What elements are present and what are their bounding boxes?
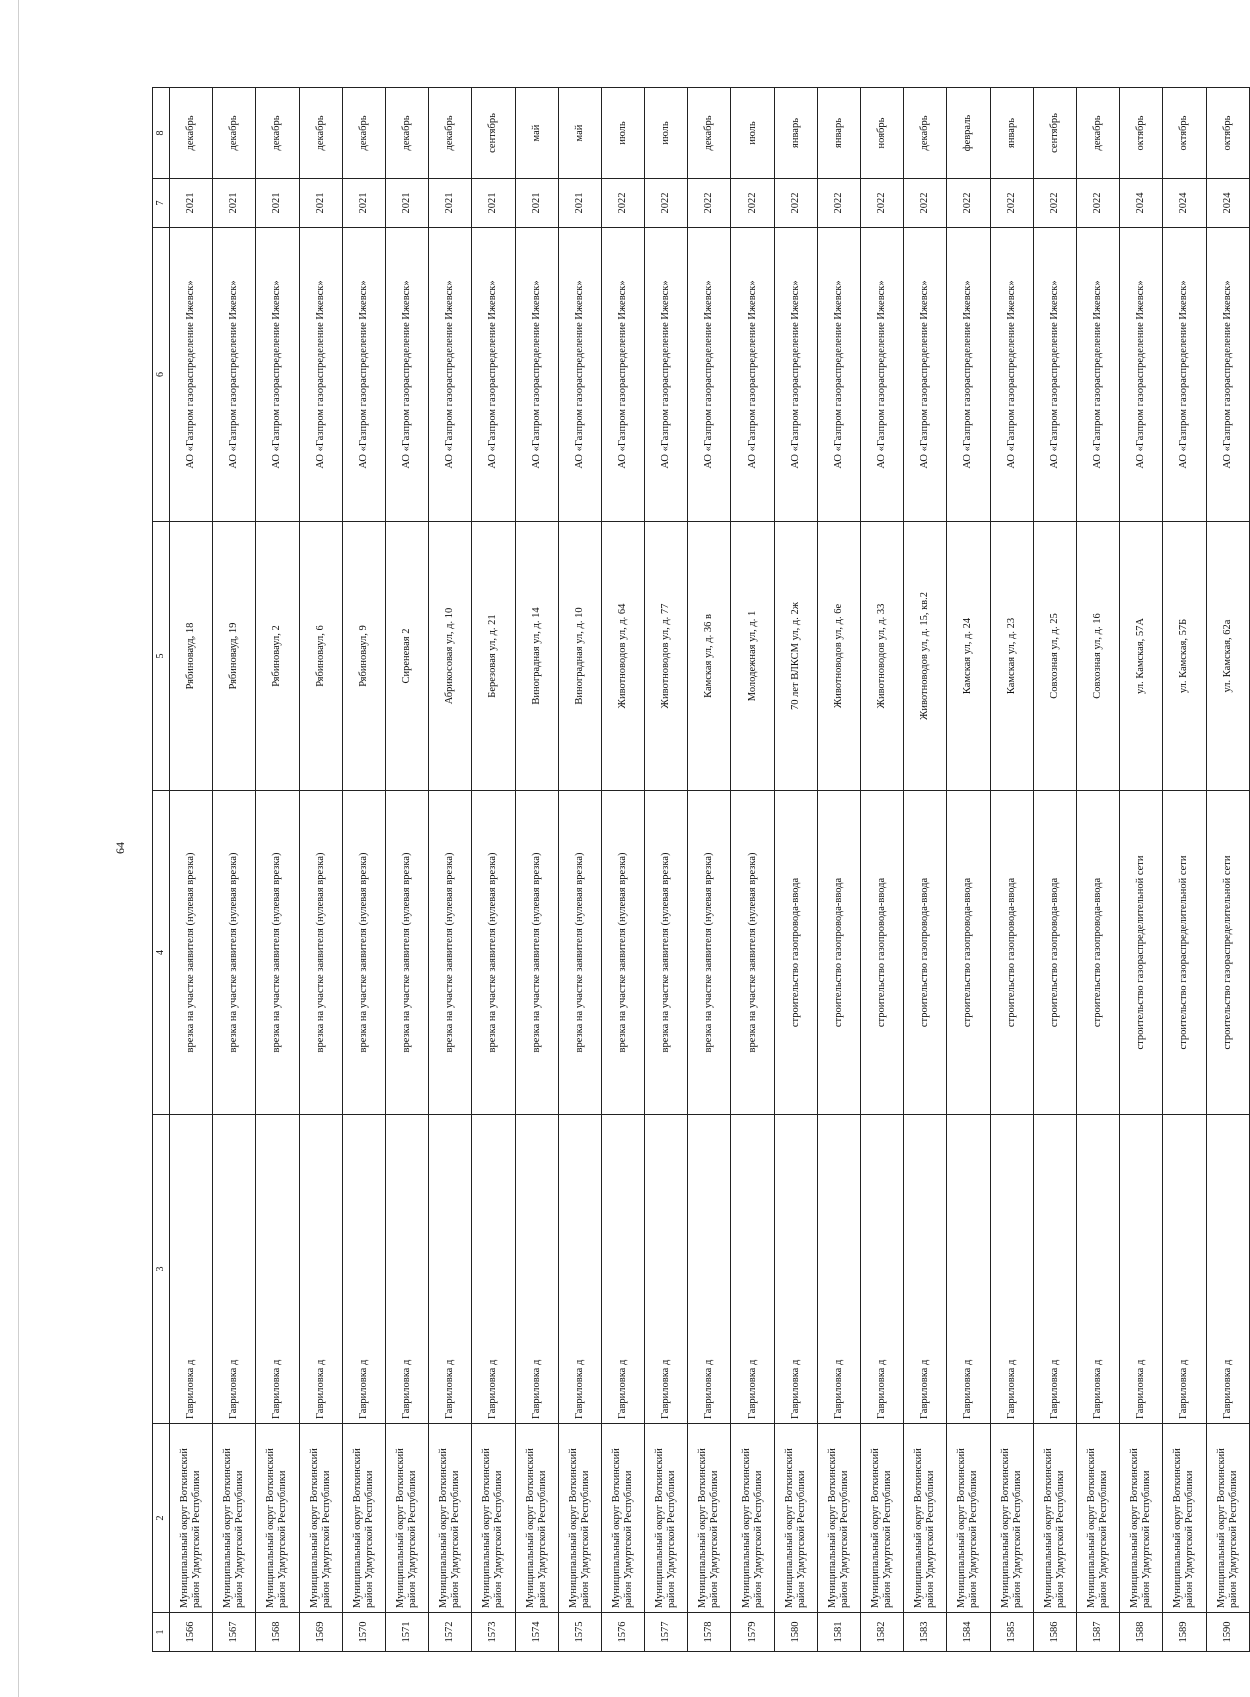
page-edge-line	[18, 0, 19, 1697]
table-row	[904, 88, 947, 1652]
locality-cell: Гавриловка д	[385, 1115, 428, 1424]
table-row	[861, 88, 904, 1652]
organization-cell: АО «Газпром газораспределение Ижевск»	[213, 228, 256, 522]
organization-cell: АО «Газпром газораспределение Ижевск»	[645, 228, 688, 522]
month-cell: май	[558, 88, 601, 179]
row-number: 1582	[861, 1613, 904, 1652]
year-cell: 2022	[601, 179, 644, 228]
year-cell: 2024	[1120, 179, 1163, 228]
table-row	[558, 88, 601, 1652]
row-number: 1574	[515, 1613, 558, 1652]
column-header: 2	[153, 1424, 170, 1613]
work-type-cell: строительство газопровода-ввода	[774, 791, 817, 1115]
district-cell: Муниципальный округ Воткинский район Удмуртской Республики	[1076, 1424, 1119, 1613]
year-cell: 2024	[1163, 179, 1206, 228]
address-cell: ул. Камская, 62а	[1206, 522, 1250, 791]
district-cell: Муниципальный округ Воткинский район Удмуртской Республики	[1163, 1424, 1206, 1613]
organization-cell: АО «Газпром газораспределение Ижевск»	[558, 228, 601, 522]
year-cell: 2021	[213, 179, 256, 228]
year-cell: 2021	[429, 179, 472, 228]
address-cell: Совхозная ул, д. 25	[1033, 522, 1076, 791]
month-cell: октябрь	[1163, 88, 1206, 179]
year-cell: 2022	[947, 179, 990, 228]
district-cell: Муниципальный округ Воткинский район Удмуртской Республики	[1120, 1424, 1163, 1613]
year-cell: 2022	[645, 179, 688, 228]
year-cell: 2021	[385, 179, 428, 228]
address-cell: Рябиновауд, 18	[170, 522, 213, 791]
district-cell: Муниципальный округ Воткинский район Удмуртской Республики	[472, 1424, 515, 1613]
organization-cell: АО «Газпром газораспределение Ижевск»	[774, 228, 817, 522]
row-number: 1590	[1206, 1613, 1250, 1652]
address-cell: Животноводов ул, д. 33	[861, 522, 904, 791]
locality-cell: Гавриловка д	[1206, 1115, 1250, 1424]
row-number: 1583	[904, 1613, 947, 1652]
table-row	[990, 88, 1033, 1652]
organization-cell: АО «Газпром газораспределение Ижевск»	[515, 228, 558, 522]
table-row	[601, 88, 644, 1652]
district-cell: Муниципальный округ Воткинский район Удмуртской Республики	[645, 1424, 688, 1613]
year-cell: 2022	[861, 179, 904, 228]
address-cell: Молодежная ул, д. 1	[731, 522, 774, 791]
locality-cell: Гавриловка д	[515, 1115, 558, 1424]
organization-cell: АО «Газпром газораспределение Ижевск»	[990, 228, 1033, 522]
locality-cell: Гавриловка д	[1033, 1115, 1076, 1424]
work-type-cell: строительство газопровода-ввода	[904, 791, 947, 1115]
work-type-cell: врезка на участке заявителя (нулевая врезка)	[299, 791, 342, 1115]
row-number: 1571	[385, 1613, 428, 1652]
month-cell: ноябрь	[861, 88, 904, 179]
year-cell: 2021	[515, 179, 558, 228]
district-cell: Муниципальный округ Воткинский район Удмуртской Республики	[731, 1424, 774, 1613]
work-type-cell: строительство газораспределительной сети	[1206, 791, 1250, 1115]
column-header: 5	[153, 522, 170, 791]
district-cell: Муниципальный округ Воткинский район Удмуртской Республики	[256, 1424, 299, 1613]
row-number: 1570	[342, 1613, 385, 1652]
month-cell: июль	[601, 88, 644, 179]
row-number: 1577	[645, 1613, 688, 1652]
work-type-cell: врезка на участке заявителя (нулевая врезка)	[688, 791, 731, 1115]
locality-cell: Гавриловка д	[1163, 1115, 1206, 1424]
locality-cell: Гавриловка д	[1076, 1115, 1119, 1424]
work-type-cell: строительство газопровода-ввода	[817, 791, 860, 1115]
row-number: 1575	[558, 1613, 601, 1652]
column-header: 4	[153, 791, 170, 1115]
district-cell: Муниципальный округ Воткинский район Удмуртской Республики	[299, 1424, 342, 1613]
organization-cell: АО «Газпром газораспределение Ижевск»	[731, 228, 774, 522]
column-number-header	[153, 88, 170, 1652]
month-cell: январь	[990, 88, 1033, 179]
year-cell: 2022	[1033, 179, 1076, 228]
row-number: 1586	[1033, 1613, 1076, 1652]
district-cell: Муниципальный округ Воткинский район Удмуртской Республики	[429, 1424, 472, 1613]
work-type-cell: строительство газопровода-ввода	[990, 791, 1033, 1115]
district-cell: Муниципальный округ Воткинский район Удмуртской Республики	[1033, 1424, 1076, 1613]
address-cell: Совхозная ул, д. 16	[1076, 522, 1119, 791]
row-number: 1584	[947, 1613, 990, 1652]
organization-cell: АО «Газпром газораспределение Ижевск»	[1033, 228, 1076, 522]
district-cell: Муниципальный округ Воткинский район Удмуртской Республики	[1206, 1424, 1250, 1613]
row-number: 1569	[299, 1613, 342, 1652]
address-cell: Животноводов ул, д. 77	[645, 522, 688, 791]
month-cell: октябрь	[1120, 88, 1163, 179]
address-cell: Виноградная ул, д. 14	[515, 522, 558, 791]
locality-cell: Гавриловка д	[645, 1115, 688, 1424]
locality-cell: Гавриловка д	[1120, 1115, 1163, 1424]
month-cell: январь	[774, 88, 817, 179]
column-header: 1	[153, 1613, 170, 1652]
row-number: 1567	[213, 1613, 256, 1652]
year-cell: 2021	[472, 179, 515, 228]
row-number: 1576	[601, 1613, 644, 1652]
page-number: 64	[113, 842, 127, 854]
address-cell: Абрикосовая ул, д. 10	[429, 522, 472, 791]
table-row	[515, 88, 558, 1652]
month-cell: декабрь	[1076, 88, 1119, 179]
organization-cell: АО «Газпром газораспределение Ижевск»	[1163, 228, 1206, 522]
row-number: 1566	[170, 1613, 213, 1652]
month-cell: декабрь	[170, 88, 213, 179]
table-row	[1076, 88, 1119, 1652]
gasification-table	[152, 87, 1250, 1652]
month-cell: февраль	[947, 88, 990, 179]
district-cell: Муниципальный округ Воткинский район Удмуртской Республики	[861, 1424, 904, 1613]
month-cell: декабрь	[688, 88, 731, 179]
work-type-cell: врезка на участке заявителя (нулевая врезка)	[256, 791, 299, 1115]
district-cell: Муниципальный округ Воткинский район Удмуртской Республики	[904, 1424, 947, 1613]
month-cell: декабрь	[342, 88, 385, 179]
month-cell: декабрь	[429, 88, 472, 179]
row-number: 1573	[472, 1613, 515, 1652]
work-type-cell: врезка на участке заявителя (нулевая врезка)	[213, 791, 256, 1115]
table-row	[342, 88, 385, 1652]
table-row	[213, 88, 256, 1652]
row-number: 1588	[1120, 1613, 1163, 1652]
year-cell: 2021	[342, 179, 385, 228]
work-type-cell: врезка на участке заявителя (нулевая врезка)	[601, 791, 644, 1115]
table-body	[170, 88, 1250, 1652]
month-cell: июль	[645, 88, 688, 179]
table-row	[817, 88, 860, 1652]
organization-cell: АО «Газпром газораспределение Ижевск»	[861, 228, 904, 522]
district-cell: Муниципальный округ Воткинский район Удмуртской Республики	[601, 1424, 644, 1613]
organization-cell: АО «Газпром газораспределение Ижевск»	[299, 228, 342, 522]
work-type-cell: врезка на участке заявителя (нулевая врезка)	[645, 791, 688, 1115]
locality-cell: Гавриловка д	[774, 1115, 817, 1424]
year-cell: 2021	[170, 179, 213, 228]
row-number: 1587	[1076, 1613, 1119, 1652]
district-cell: Муниципальный округ Воткинский район Удмуртской Республики	[385, 1424, 428, 1613]
year-cell: 2022	[774, 179, 817, 228]
locality-cell: Гавриловка д	[429, 1115, 472, 1424]
month-cell: декабрь	[904, 88, 947, 179]
organization-cell: АО «Газпром газораспределение Ижевск»	[429, 228, 472, 522]
address-cell: 70 лет ВЛКСМ ул, д. 2ж	[774, 522, 817, 791]
table-row	[688, 88, 731, 1652]
month-cell: сентябрь	[472, 88, 515, 179]
locality-cell: Гавриловка д	[904, 1115, 947, 1424]
table-row	[429, 88, 472, 1652]
year-cell: 2022	[990, 179, 1033, 228]
locality-cell: Гавриловка д	[256, 1115, 299, 1424]
work-type-cell: строительство газопровода-ввода	[1033, 791, 1076, 1115]
locality-cell: Гавриловка д	[731, 1115, 774, 1424]
district-cell: Муниципальный округ Воткинский район Удмуртской Республики	[774, 1424, 817, 1613]
organization-cell: АО «Газпром газораспределение Ижевск»	[1120, 228, 1163, 522]
locality-cell: Гавриловка д	[299, 1115, 342, 1424]
work-type-cell: врезка на участке заявителя (нулевая врезка)	[342, 791, 385, 1115]
address-cell: ул. Камская, 57Б	[1163, 522, 1206, 791]
year-cell: 2021	[256, 179, 299, 228]
district-cell: Муниципальный округ Воткинский район Удмуртской Республики	[990, 1424, 1033, 1613]
table-row	[1120, 88, 1163, 1652]
column-header: 7	[153, 179, 170, 228]
locality-cell: Гавриловка д	[558, 1115, 601, 1424]
organization-cell: АО «Газпром газораспределение Ижевск»	[342, 228, 385, 522]
locality-cell: Гавриловка д	[213, 1115, 256, 1424]
month-cell: декабрь	[256, 88, 299, 179]
address-cell: Камская ул, д. 23	[990, 522, 1033, 791]
organization-cell: АО «Газпром газораспределение Ижевск»	[385, 228, 428, 522]
address-cell: Камская ул, д. 36 в	[688, 522, 731, 791]
address-cell: ул. Камская, 57А	[1120, 522, 1163, 791]
row-number: 1578	[688, 1613, 731, 1652]
organization-cell: АО «Газпром газораспределение Ижевск»	[170, 228, 213, 522]
year-cell: 2022	[688, 179, 731, 228]
district-cell: Муниципальный округ Воткинский район Удмуртской Республики	[947, 1424, 990, 1613]
address-cell: Рябиноваул, 2	[256, 522, 299, 791]
address-cell: Животноводов ул, д. 64	[601, 522, 644, 791]
organization-cell: АО «Газпром газораспределение Ижевск»	[472, 228, 515, 522]
table-row	[256, 88, 299, 1652]
table-row	[1033, 88, 1076, 1652]
column-header: 3	[153, 1115, 170, 1424]
district-cell: Муниципальный округ Воткинский район Удмуртской Республики	[515, 1424, 558, 1613]
address-cell: Рябиноваул, 6	[299, 522, 342, 791]
locality-cell: Гавриловка д	[342, 1115, 385, 1424]
year-cell: 2022	[1076, 179, 1119, 228]
row-number: 1581	[817, 1613, 860, 1652]
work-type-cell: строительство газопровода-ввода	[1076, 791, 1119, 1115]
column-header: 8	[153, 88, 170, 179]
table-row	[299, 88, 342, 1652]
year-cell: 2022	[731, 179, 774, 228]
locality-cell: Гавриловка д	[601, 1115, 644, 1424]
year-cell: 2024	[1206, 179, 1250, 228]
table-row	[1206, 88, 1250, 1652]
year-cell: 2022	[817, 179, 860, 228]
row-number: 1589	[1163, 1613, 1206, 1652]
address-cell: Камская ул, д. 24	[947, 522, 990, 791]
organization-cell: АО «Газпром газораспределение Ижевск»	[601, 228, 644, 522]
table-row	[472, 88, 515, 1652]
row-number: 1585	[990, 1613, 1033, 1652]
address-cell: Животноводов ул, д. 15, кв.2	[904, 522, 947, 791]
table-row	[947, 88, 990, 1652]
district-cell: Муниципальный округ Воткинский район Удмуртской Республики	[342, 1424, 385, 1613]
month-cell: декабрь	[299, 88, 342, 179]
work-type-cell: врезка на участке заявителя (нулевая врезка)	[472, 791, 515, 1115]
row-number: 1580	[774, 1613, 817, 1652]
organization-cell: АО «Газпром газораспределение Ижевск»	[1206, 228, 1250, 522]
month-cell: декабрь	[213, 88, 256, 179]
locality-cell: Гавриловка д	[817, 1115, 860, 1424]
organization-cell: АО «Газпром газораспределение Ижевск»	[817, 228, 860, 522]
year-cell: 2021	[558, 179, 601, 228]
organization-cell: АО «Газпром газораспределение Ижевск»	[1076, 228, 1119, 522]
locality-cell: Гавриловка д	[472, 1115, 515, 1424]
month-cell: май	[515, 88, 558, 179]
table-row	[731, 88, 774, 1652]
work-type-cell: строительство газопровода-ввода	[861, 791, 904, 1115]
work-type-cell: врезка на участке заявителя (нулевая врезка)	[558, 791, 601, 1115]
work-type-cell: строительство газораспределительной сети	[1163, 791, 1206, 1115]
row-number: 1572	[429, 1613, 472, 1652]
table-row	[774, 88, 817, 1652]
locality-cell: Гавриловка д	[947, 1115, 990, 1424]
table-row	[645, 88, 688, 1652]
locality-cell: Гавриловка д	[688, 1115, 731, 1424]
work-type-cell: врезка на участке заявителя (нулевая врезка)	[731, 791, 774, 1115]
month-cell: июль	[731, 88, 774, 179]
address-cell: Сиреневая 2	[385, 522, 428, 791]
year-cell: 2022	[904, 179, 947, 228]
organization-cell: АО «Газпром газораспределение Ижевск»	[947, 228, 990, 522]
locality-cell: Гавриловка д	[170, 1115, 213, 1424]
district-cell: Муниципальный округ Воткинский район Удмуртской Республики	[558, 1424, 601, 1613]
document-table-container	[152, 113, 1250, 1652]
district-cell: Муниципальный округ Воткинский район Удмуртской Республики	[213, 1424, 256, 1613]
row-number: 1579	[731, 1613, 774, 1652]
work-type-cell: врезка на участке заявителя (нулевая врезка)	[170, 791, 213, 1115]
organization-cell: АО «Газпром газораспределение Ижевск»	[904, 228, 947, 522]
address-cell: Рябиновауд, 19	[213, 522, 256, 791]
address-cell: Рябиноваул, 9	[342, 522, 385, 791]
address-cell: Животноводов ул, д. 6е	[817, 522, 860, 791]
district-cell: Муниципальный округ Воткинский район Удмуртской Республики	[688, 1424, 731, 1613]
month-cell: январь	[817, 88, 860, 179]
table-row	[1163, 88, 1206, 1652]
district-cell: Муниципальный округ Воткинский район Удмуртской Республики	[817, 1424, 860, 1613]
address-cell: Березовая ул, д. 21	[472, 522, 515, 791]
district-cell: Муниципальный округ Воткинский район Удмуртской Республики	[170, 1424, 213, 1613]
month-cell: сентябрь	[1033, 88, 1076, 179]
table-row	[385, 88, 428, 1652]
work-type-cell: строительство газораспределительной сети	[1120, 791, 1163, 1115]
column-header: 6	[153, 228, 170, 522]
organization-cell: АО «Газпром газораспределение Ижевск»	[688, 228, 731, 522]
locality-cell: Гавриловка д	[990, 1115, 1033, 1424]
row-number: 1568	[256, 1613, 299, 1652]
year-cell: 2021	[299, 179, 342, 228]
work-type-cell: строительство газопровода-ввода	[947, 791, 990, 1115]
work-type-cell: врезка на участке заявителя (нулевая врезка)	[429, 791, 472, 1115]
month-cell: октябрь	[1206, 88, 1250, 179]
address-cell: Виноградная ул, д. 10	[558, 522, 601, 791]
month-cell: декабрь	[385, 88, 428, 179]
locality-cell: Гавриловка д	[861, 1115, 904, 1424]
work-type-cell: врезка на участке заявителя (нулевая врезка)	[515, 791, 558, 1115]
work-type-cell: врезка на участке заявителя (нулевая врезка)	[385, 791, 428, 1115]
table-row	[170, 88, 213, 1652]
organization-cell: АО «Газпром газораспределение Ижевск»	[256, 228, 299, 522]
